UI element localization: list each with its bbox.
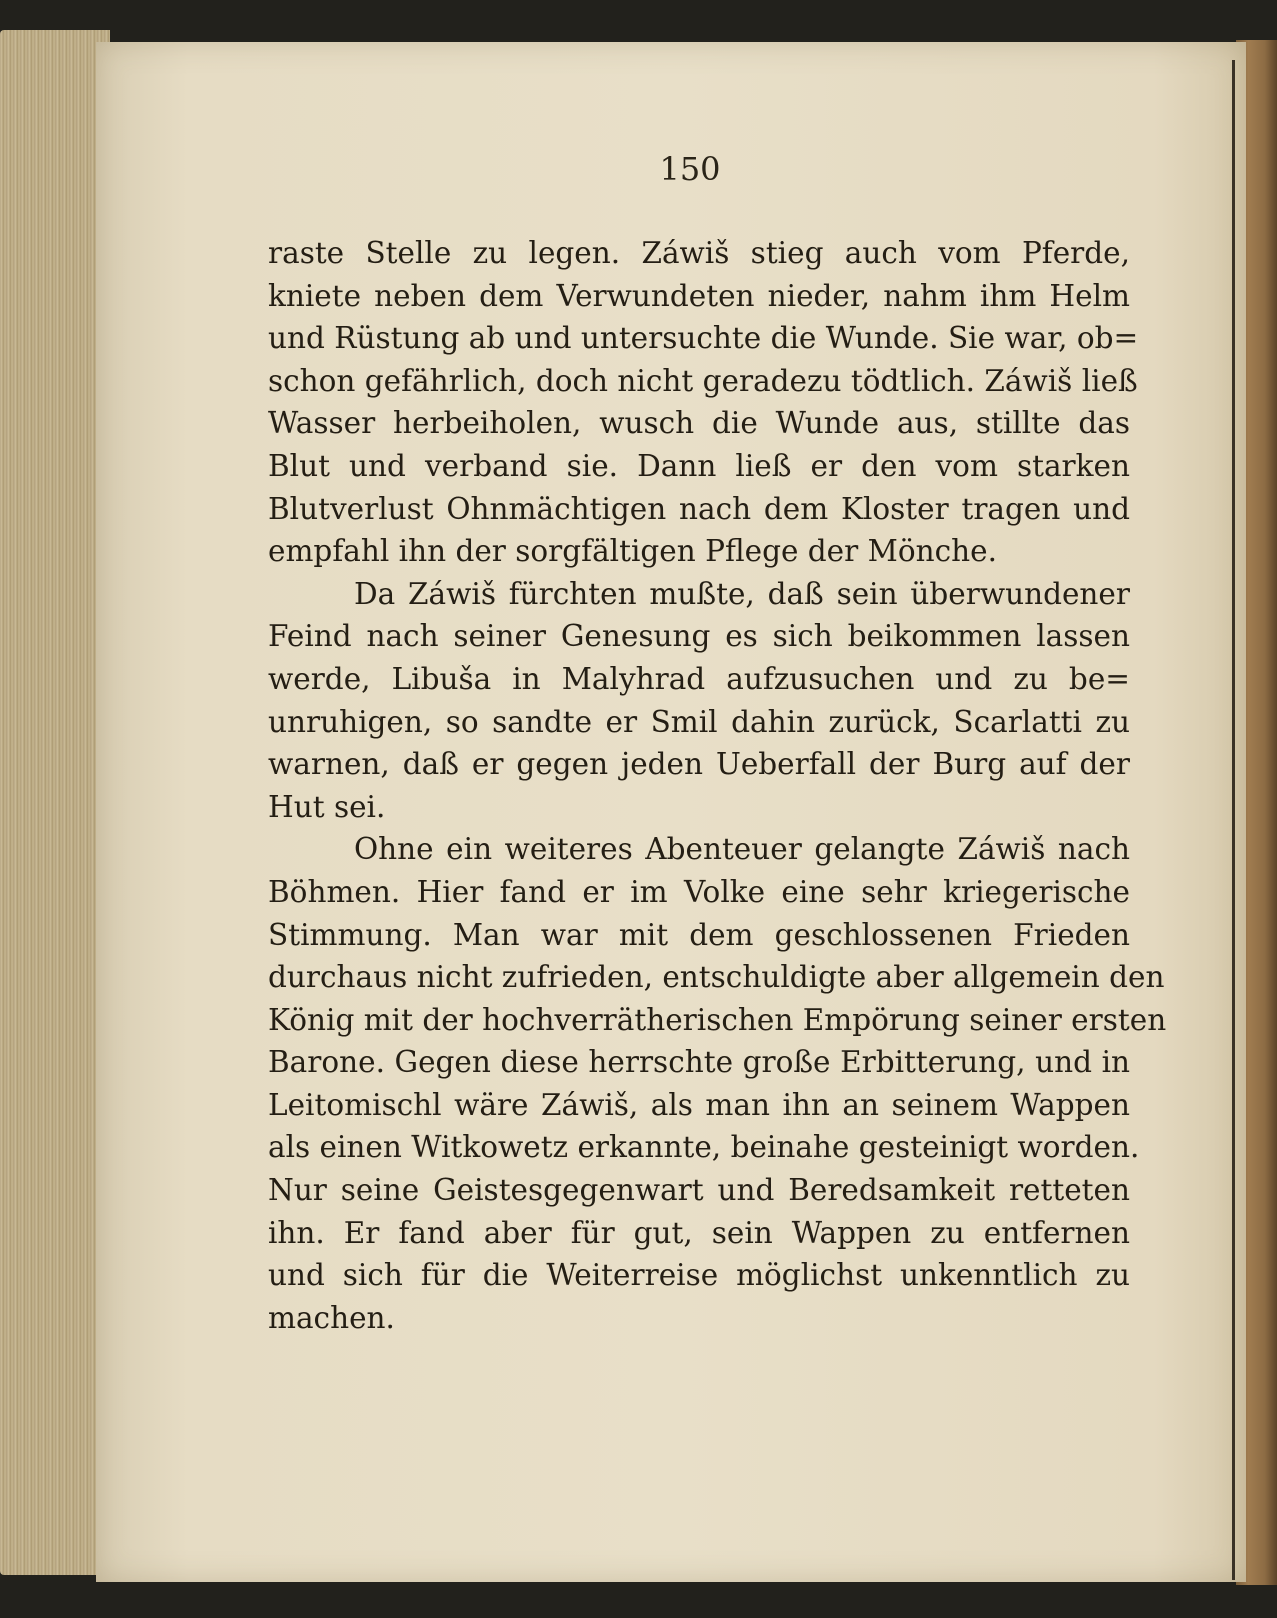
text-line: Feind nach seiner Genesung es sich beikommen lassen bbox=[268, 619, 1130, 654]
text-line: schon gefährlich, doch nicht geradezu tödtlich. Záwiš ließ bbox=[268, 363, 1138, 398]
text-line: machen. bbox=[268, 1300, 395, 1335]
text-line: und Rüstung ab und untersuchte die Wunde. Sie war, ob= bbox=[268, 321, 1139, 356]
text-line: raste Stelle zu legen. Záwiš stieg auch vom Pferde, bbox=[268, 236, 1130, 270]
page-body-text bbox=[268, 232, 1167, 1339]
text-line: als einen Witkowetz erkannte, beinahe gesteinigt worden. bbox=[268, 1130, 1140, 1165]
page-edges-left bbox=[0, 30, 110, 1575]
gutter-shadow bbox=[1232, 60, 1235, 1580]
text-line: Blut und verband sie. Dann ließ er den vom starken bbox=[268, 448, 1130, 483]
text-line: und sich für die Weiterreise möglichst unkenntlich zu bbox=[268, 1258, 1130, 1293]
text-line: König mit der hochverrätherischen Empörung seiner ersten bbox=[268, 1002, 1167, 1037]
text-line: Wasser herbeiholen, wusch die Wunde aus, stillte das bbox=[268, 406, 1130, 441]
text-line: Barone. Gegen diese herrschte große Erbitterung, und in bbox=[268, 1045, 1130, 1080]
text-line: kniete neben dem Verwundeten nieder, nahm ihm Helm bbox=[268, 278, 1130, 313]
text-line: ihn. Er fand aber für gut, sein Wappen zu entfernen bbox=[268, 1215, 1130, 1250]
text-line: Leitomischl wäre Záwiš, als man ihn an seinem Wappen bbox=[268, 1087, 1130, 1122]
text-line: Da Záwiš fürchten mußte, daß sein überwundener bbox=[354, 576, 1130, 611]
text-line: Hut sei. bbox=[268, 789, 386, 824]
text-line: Ohne ein weiteres Abenteuer gelangte Záwiš nach bbox=[354, 832, 1130, 867]
text-line: durchaus nicht zufrieden, entschuldigte aber allgemein den bbox=[268, 960, 1165, 995]
text-line: Stimmung. Man war mit dem geschlossenen Frieden bbox=[268, 917, 1130, 952]
text-line: Nur seine Geistesgegenwart und Beredsamkeit retteten bbox=[268, 1173, 1130, 1208]
text-line: warnen, daß er gegen jeden Ueberfall der Burg auf der bbox=[268, 747, 1130, 782]
text-line: empfahl ihn der sorgfältigen Pflege der Mönche. bbox=[268, 534, 997, 569]
text-line: werde, Libuša in Malyhrad aufzusuchen und zu be= bbox=[268, 661, 1130, 696]
text-line: Blutverlust Ohnmächtigen nach dem Kloster tragen und bbox=[268, 491, 1130, 526]
text-line: Böhmen. Hier fand er im Volke eine sehr kriegerische bbox=[268, 874, 1130, 909]
text-line: unruhigen, so sandte er Smil dahin zurück, Scarlatti zu bbox=[268, 704, 1130, 739]
page-number: 150 bbox=[659, 150, 721, 188]
